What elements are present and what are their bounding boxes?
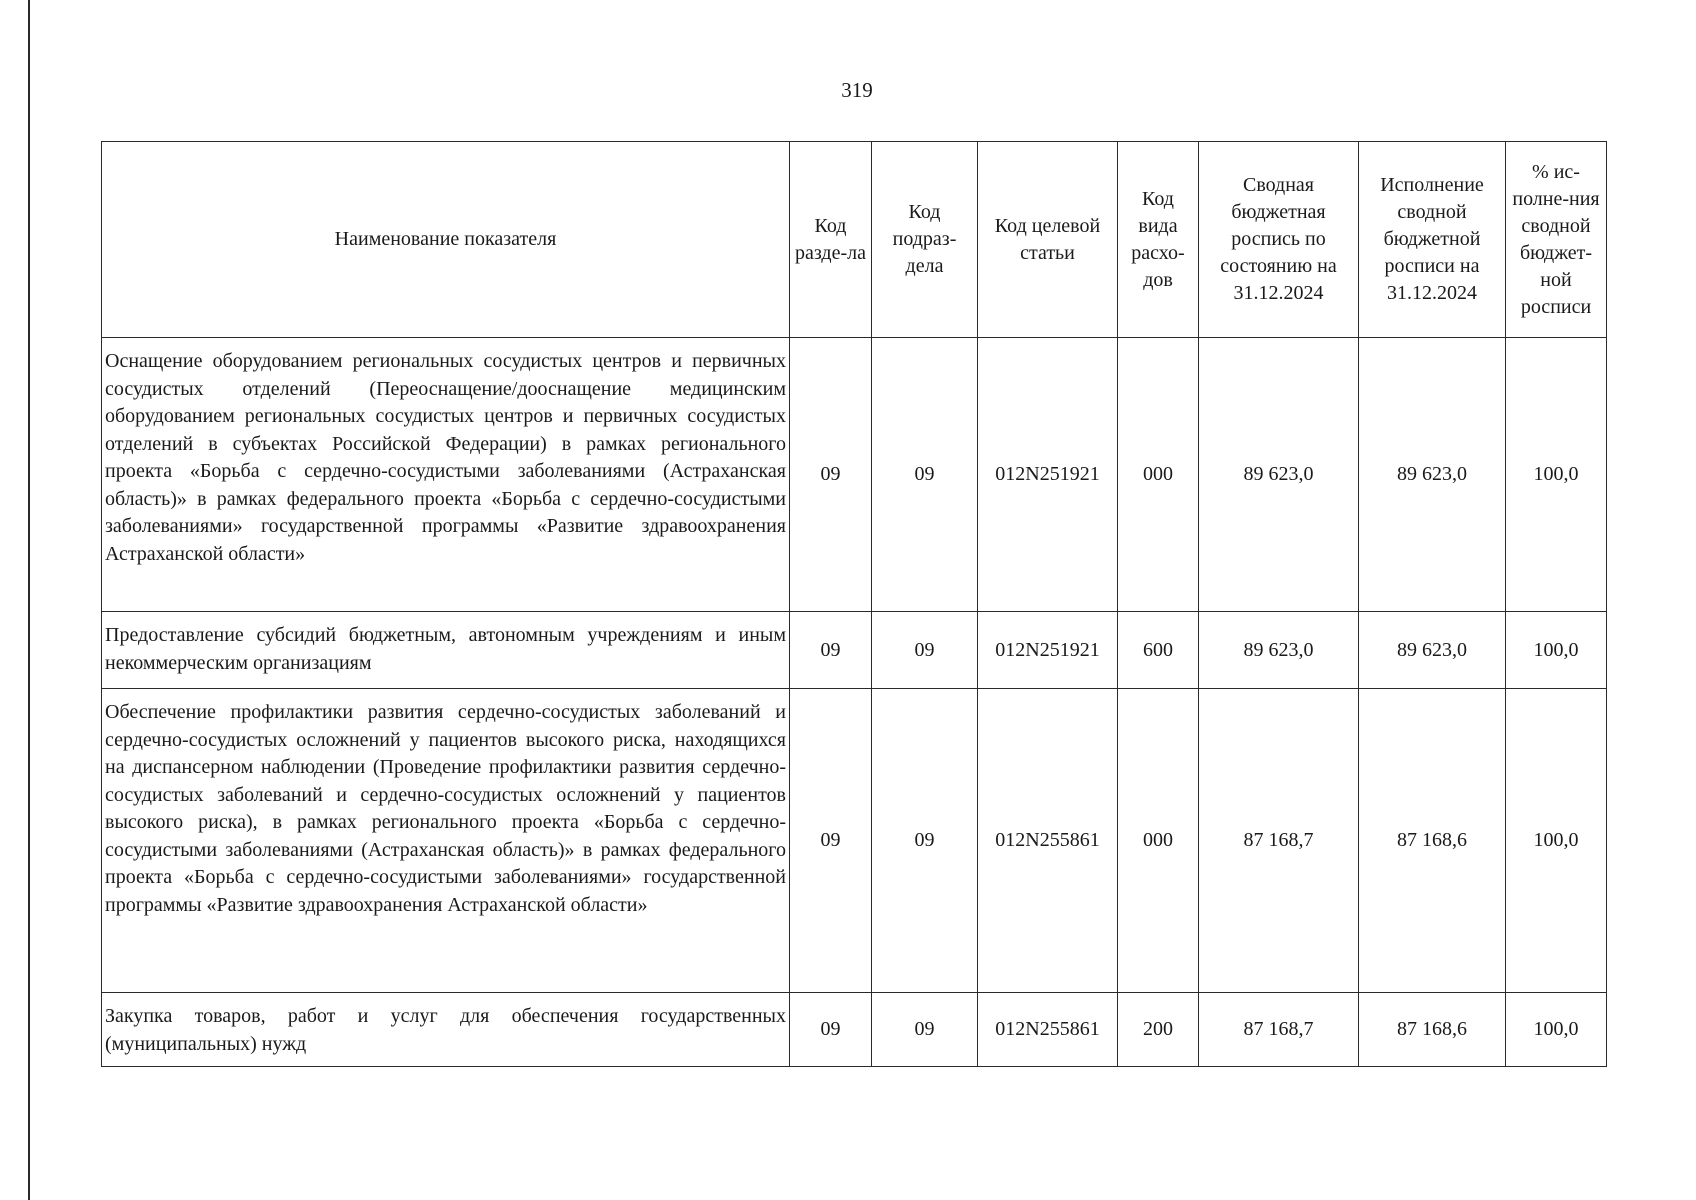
- page-binding-line: [28, 0, 30, 1200]
- row-execution: 87 168,6: [1359, 993, 1506, 1067]
- row-section-code: 09: [790, 338, 872, 612]
- header-section-code: Код разде-ла: [790, 142, 872, 338]
- header-execution: Исполнение сводной бюджетной росписи на 31.12.2024: [1359, 142, 1506, 338]
- row-subsection-code: 09: [872, 993, 978, 1067]
- row-expense-type-code: 600: [1118, 612, 1199, 689]
- row-target-code: 012N251921: [978, 612, 1118, 689]
- row-target-code: 012N251921: [978, 338, 1118, 612]
- row-percent: 100,0: [1506, 993, 1607, 1067]
- budget-execution-table: [101, 141, 1607, 1067]
- row-budget-plan: 89 623,0: [1199, 338, 1359, 612]
- table-row: [102, 612, 1607, 689]
- row-name: Оснащение оборудованием региональных сосудистых центров и первичных сосудистых отделений (Переоснащение/дооснащение медицинским оборудованием региональных сосудистых центров и первичных сосудистых отделений в субъектах Российской Федерации) в рамках регионального проекта «Борьба с сердечно-сосудистыми заболеваниями (Астраханская область)» в рамках федерального проекта «Борьба с сердечно-сосудистыми заболеваниями» государственной программы «Развитие здравоохранения Астраханской области»: [102, 338, 790, 612]
- row-subsection-code: 09: [872, 338, 978, 612]
- row-section-code: 09: [790, 993, 872, 1067]
- row-percent: 100,0: [1506, 689, 1607, 993]
- row-percent: 100,0: [1506, 338, 1607, 612]
- header-budget-plan: Сводная бюджетная роспись по состоянию на 31.12.2024: [1199, 142, 1359, 338]
- row-name: Предоставление субсидий бюджетным, автономным учреждениям и иным некоммерческим организациям: [102, 612, 790, 689]
- table-row: [102, 338, 1607, 612]
- header-expense-type-code: Код вида расхо-дов: [1118, 142, 1199, 338]
- table-row: [102, 993, 1607, 1067]
- row-section-code: 09: [790, 689, 872, 993]
- row-section-code: 09: [790, 612, 872, 689]
- row-target-code: 012N255861: [978, 689, 1118, 993]
- header-target-code: Код целевой статьи: [978, 142, 1118, 338]
- header-percent: % ис-полне-ния сводной бюджет-ной росписи: [1506, 142, 1607, 338]
- header-name: Наименование показателя: [102, 142, 790, 338]
- row-execution: 89 623,0: [1359, 338, 1506, 612]
- row-subsection-code: 09: [872, 612, 978, 689]
- row-expense-type-code: 200: [1118, 993, 1199, 1067]
- row-name: Обеспечение профилактики развития сердечно-сосудистых заболеваний и сердечно-сосудистых осложнений у пациентов высокого риска, находящихся на диспансерном наблюдении (Проведение профилактики развития сердечно-сосудистых заболеваний и сердечно-сосудистых осложнений у пациентов высокого риска), в рамках регионального проекта «Борьба с сердечно-сосудистыми заболеваниями (Астраханская область)» в рамках федерального проекта «Борьба с сердечно-сосудистыми заболеваниями» государственной программы «Развитие здравоохранения Астраханской области»: [102, 689, 790, 993]
- row-percent: 100,0: [1506, 612, 1607, 689]
- row-name: Закупка товаров, работ и услуг для обеспечения государственных (муниципальных) нужд: [102, 993, 790, 1067]
- row-budget-plan: 87 168,7: [1199, 689, 1359, 993]
- table-row: [102, 689, 1607, 993]
- row-execution: 87 168,6: [1359, 689, 1506, 993]
- header-subsection-code: Код подраз-дела: [872, 142, 978, 338]
- row-execution: 89 623,0: [1359, 612, 1506, 689]
- page-number: 319: [841, 78, 873, 102]
- row-subsection-code: 09: [872, 689, 978, 993]
- row-expense-type-code: 000: [1118, 338, 1199, 612]
- row-budget-plan: 89 623,0: [1199, 612, 1359, 689]
- table-header-row: [102, 142, 1607, 338]
- row-budget-plan: 87 168,7: [1199, 993, 1359, 1067]
- row-target-code: 012N255861: [978, 993, 1118, 1067]
- row-expense-type-code: 000: [1118, 689, 1199, 993]
